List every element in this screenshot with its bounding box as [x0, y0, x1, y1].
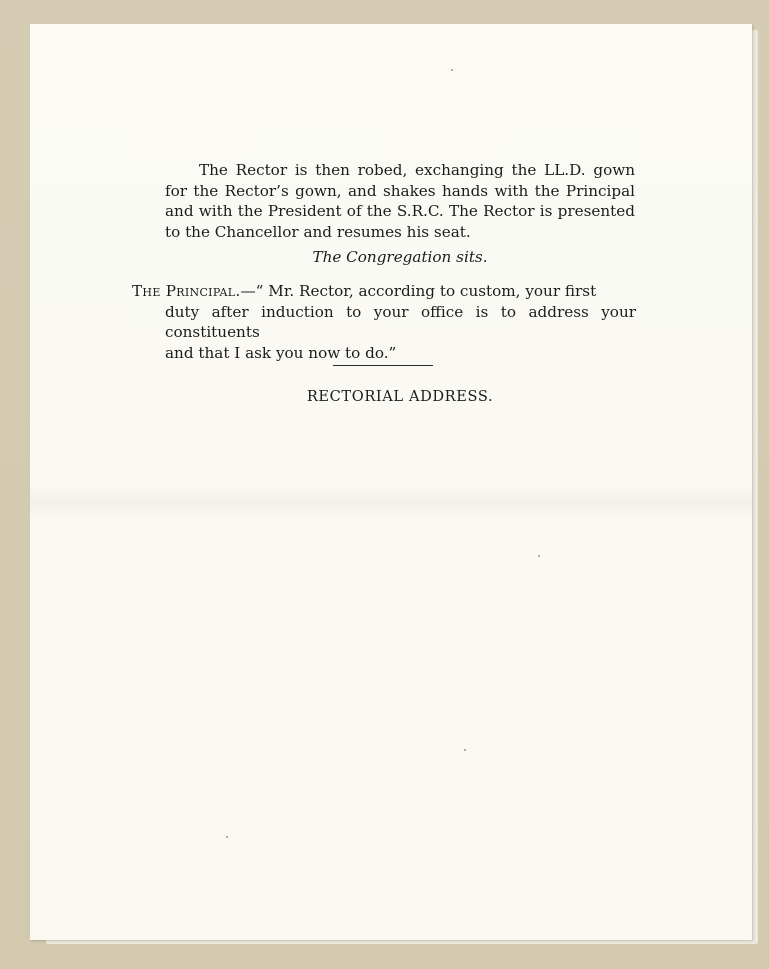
section-heading: RECTORIAL ADDRESS. — [306, 388, 494, 405]
paper-speck — [464, 749, 466, 751]
principal-speech — [132, 281, 636, 363]
speech-text-3: and that I ask you now to do.” — [165, 343, 397, 362]
opening-paragraph: The Rector is then robed, exchanging the LL.D. gown for the Rector’s gown, and shakes hands with the Principal and with the President of the S.R.C. The Rector is presented to the Chancellor and resumes his seat. — [165, 161, 635, 241]
paper-speck — [451, 69, 453, 71]
speaker-name: The Principal. — [132, 282, 241, 300]
section-divider — [333, 365, 433, 366]
document-page — [30, 24, 752, 940]
speech-first-line — [132, 281, 636, 302]
speech-text-2: duty after induction to your office is to address your constituents — [165, 302, 636, 341]
page-fold — [30, 486, 752, 520]
speech-text-1: —“ Mr. Rector, according to custom, your first — [240, 282, 597, 300]
paper-speck — [538, 555, 540, 557]
paper-speck — [226, 836, 228, 838]
stage-direction: The Congregation sits. — [312, 248, 488, 266]
